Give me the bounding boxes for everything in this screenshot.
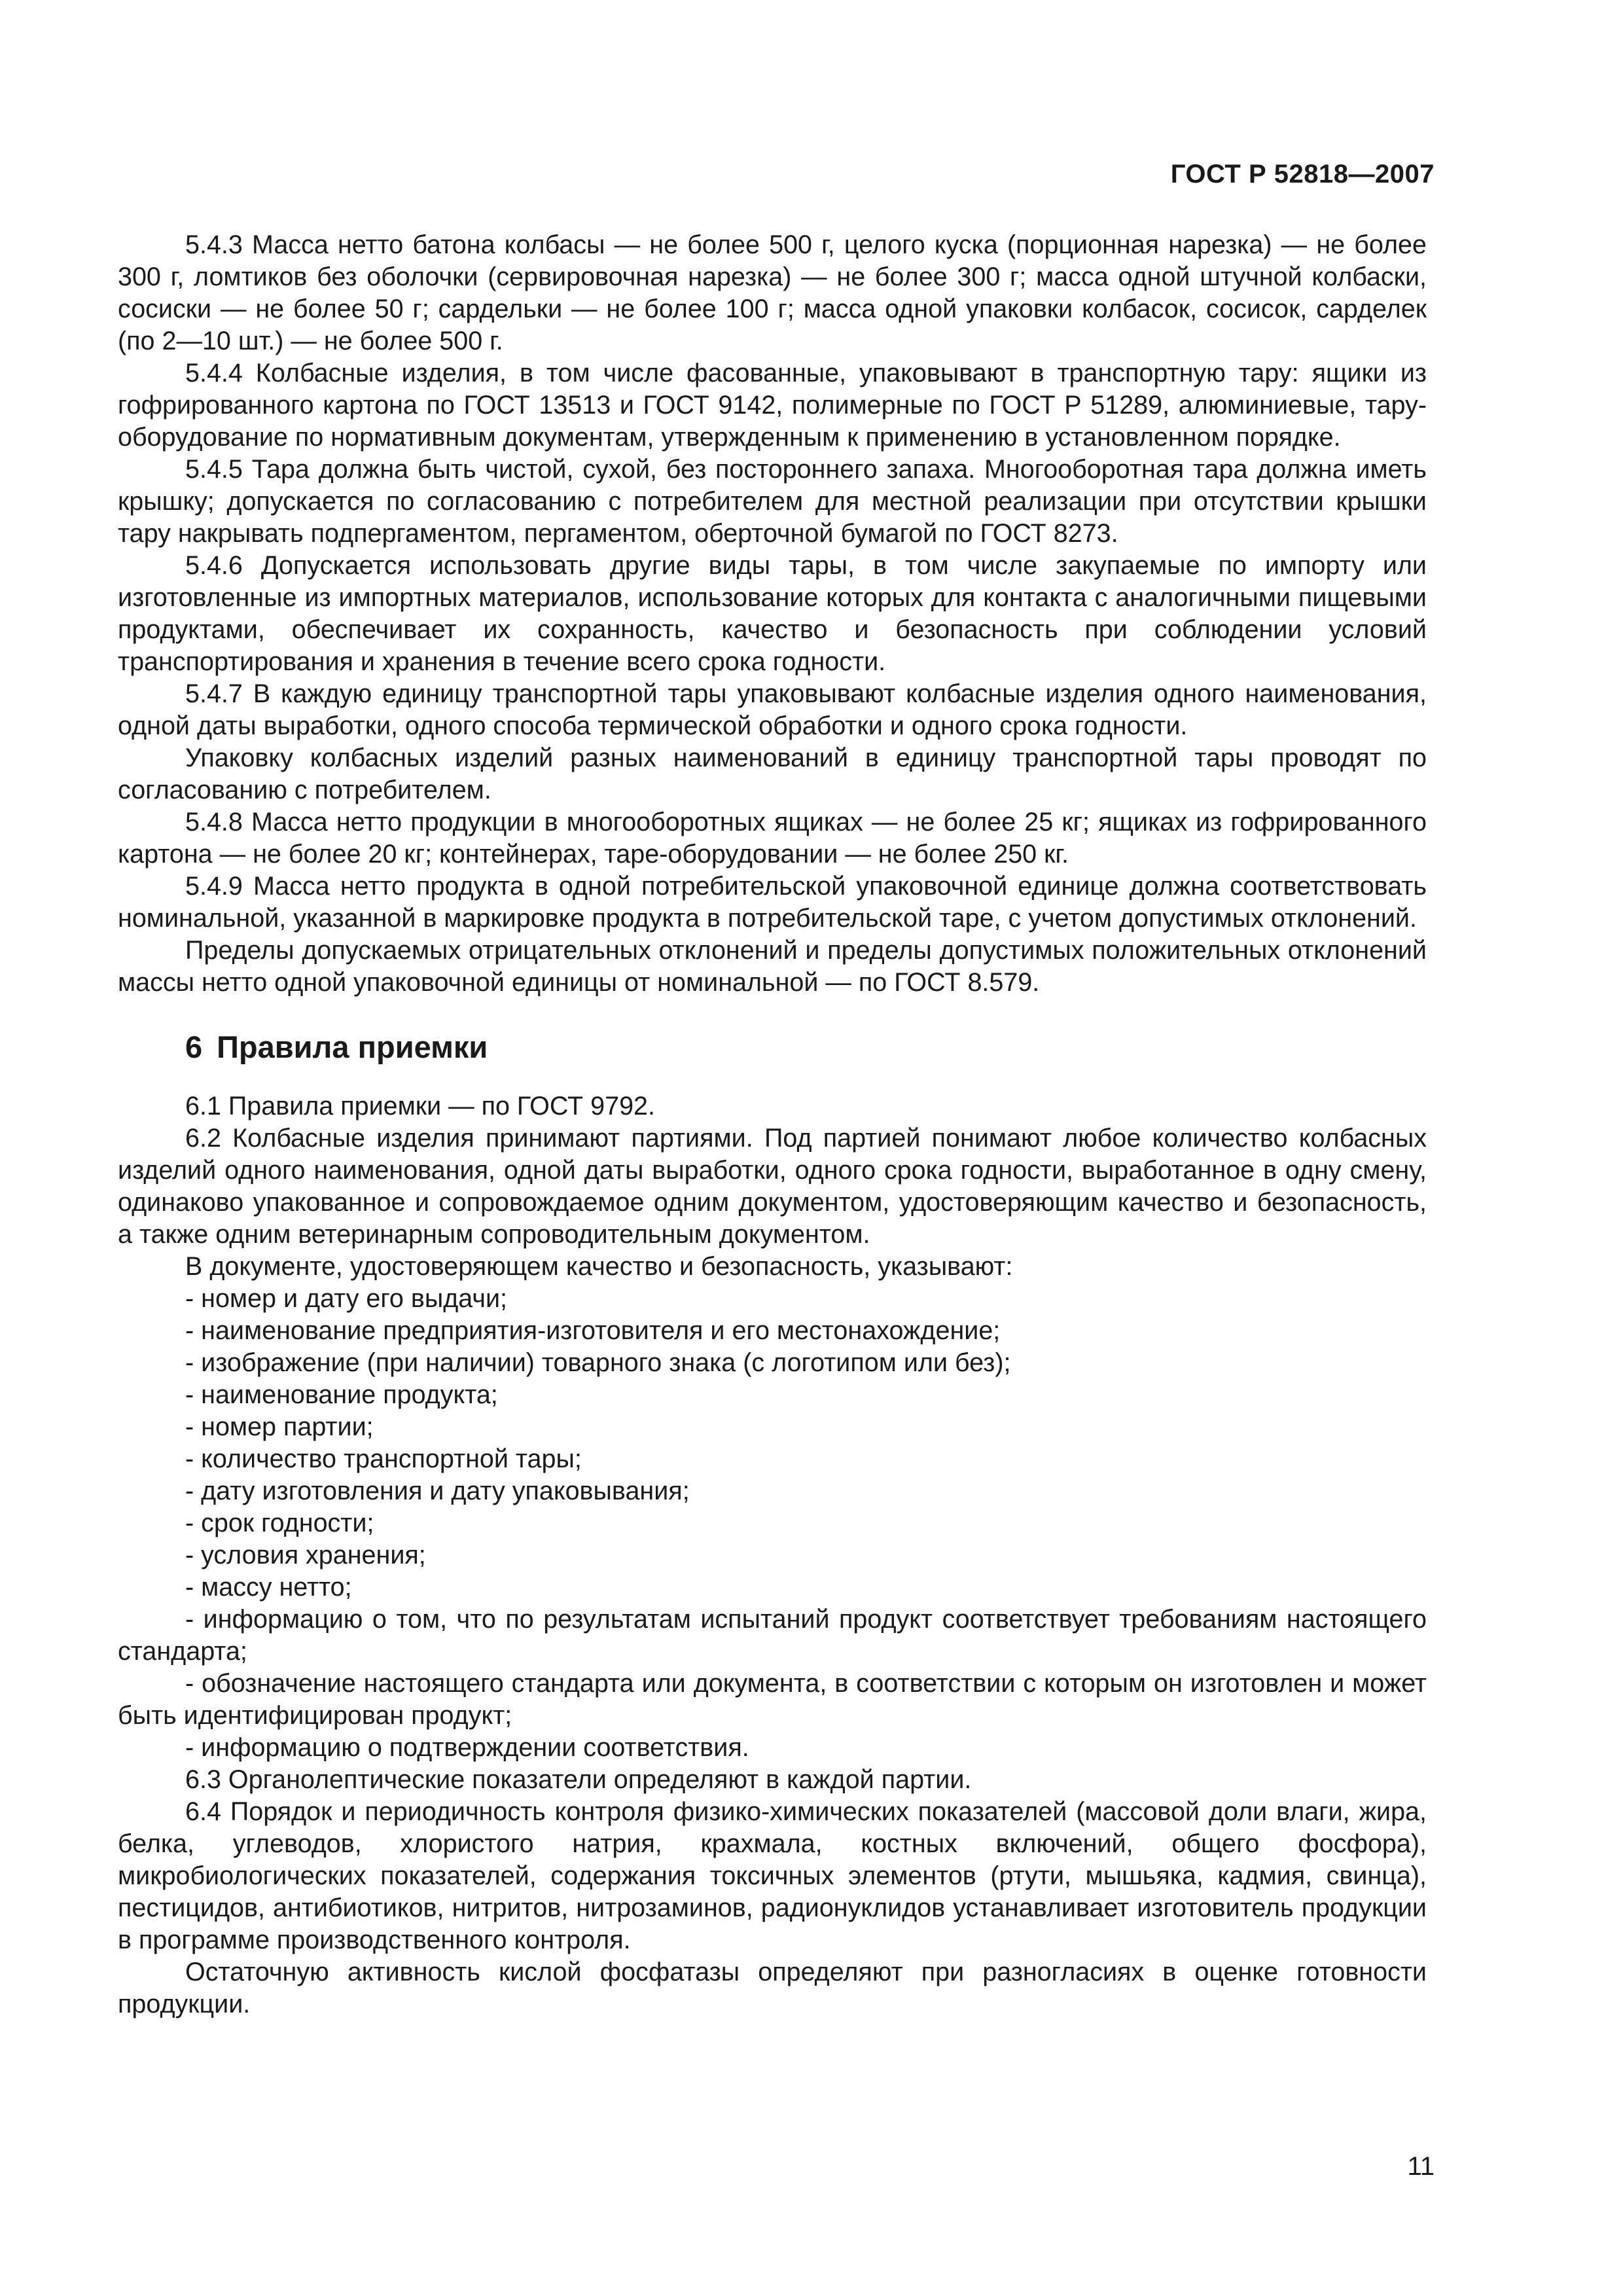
paragraph-5-4-5: 5.4.5 Тара должна быть чистой, сухой, без постороннего запаха. Многооборотная тара должна иметь крышку; допускается по согласованию с потребителем для местной реализации при отсутствии крышки тару накрывать подпергаментом, пергаментом, оберточной бумагой по ГОСТ 8273.	[118, 455, 1427, 548]
paragraph-5-4-3: 5.4.3 Масса нетто батона колбасы — не более 500 г, целого куска (порционная нарезка) — не более 300 г, ломтиков без оболочки (сервировочная нарезка) — не более 300 г; масса одной штучной колбаски, сосиски — не более 50 г; сардельки — не более 100 г; масса одной упаковки колбасок, сосисок, сарделек (по 2—10 шт.) — не более 500 г.	[118, 230, 1427, 355]
paragraph-6-2: 6.2 Колбасные изделия принимают партиями. Под партией понимают любое количество колбасных изделий одного наименования, одной даты выработки, одного срока годности, выработанное в одну смену, одинаково упакованное и сопровождаемое одним документом, удостоверяющим качество и безопасность, а также одним ветеринарным сопроводительным документом.	[118, 1124, 1427, 1249]
list-item: - наименование предприятия-изготовителя и его местонахождение;	[185, 1316, 1001, 1345]
section-number: 6	[185, 1030, 203, 1064]
list-item: - количество транспортной тары;	[185, 1444, 582, 1473]
paragraph-5-4-7-note: Упаковку колбасных изделий разных наименований в единицу транспортной тары проводят по согласованию с потребителем.	[118, 744, 1427, 804]
paragraph-6-1: 6.1 Правила приемки — по ГОСТ 9792.	[185, 1092, 655, 1121]
list-item: - информацию о подтверждении соответствия.	[185, 1733, 749, 1762]
paragraph-6-3: 6.3 Органолептические показатели определяют в каждой партии.	[185, 1765, 972, 1794]
page-body	[118, 229, 1427, 2020]
list-item: - номер партии;	[185, 1412, 374, 1441]
document-id: ГОСТ Р 52818—2007	[1170, 160, 1435, 188]
section-title-text: Правила приемки	[217, 1030, 488, 1064]
paragraph-5-4-9: 5.4.9 Масса нетто продукта в одной потребительской упаковочной единице должна соответствовать номинальной, указанной в маркировке продукта в потребительской таре, с учетом допустимых отклонений.	[118, 872, 1427, 933]
list-item: - дату изготовления и дату упаковывания;	[185, 1477, 690, 1505]
list-item: - номер и дату его выдачи;	[185, 1284, 508, 1313]
list-item: - срок годности;	[185, 1509, 374, 1537]
paragraph-5-4-6: 5.4.6 Допускается использовать другие виды тары, в том числе закупаемые по импорту или изготовленные из импортных материалов, использование которых для контакта с аналогичными пищевыми продуктами, обеспечивает их сохранность, качество и безопасность при соблюдении условий транспортирования и хранения в течение всего срока годности.	[118, 551, 1427, 676]
paragraph-5-4-8: 5.4.8 Масса нетто продукции в многооборотных ящиках — не более 25 кг; ящиках из гофрированного картона — не более 20 кг; контейнерах, таре-оборудовании — не более 250 кг.	[118, 808, 1427, 869]
section-heading	[185, 1028, 1427, 1067]
list-item: - наименование продукта;	[185, 1380, 498, 1409]
page-number: 11	[1407, 2152, 1435, 2181]
document-contents-intro: В документе, удостоверяющем качество и безопасность, указывают:	[185, 1252, 1013, 1281]
list-item: - массу нетто;	[185, 1573, 352, 1602]
list-item: - изображение (при наличии) товарного знака (с логотипом или без);	[185, 1348, 1011, 1377]
paragraph-5-4-9-note: Пределы допускаемых отрицательных отклонений и пределы допустимых положительных отклонений массы нетто одной упаковочной единицы от номинальной — по ГОСТ 8.579.	[118, 936, 1427, 997]
list-item: - информацию о том, что по результатам испытаний продукт соответствует требованиям настоящего стандарта;	[118, 1605, 1427, 1666]
paragraph-5-4-7: 5.4.7 В каждую единицу транспортной тары упаковывают колбасные изделия одного наименования, одной даты выработки, одного способа термической обработки и одного срока годности.	[118, 679, 1427, 740]
document-contents-list	[118, 1283, 1427, 1764]
paragraph-5-4-4: 5.4.4 Колбасные изделия, в том числе фасованные, упаковывают в транспортную тару: ящики из гофрированного картона по ГОСТ 13513 и ГОСТ 9142, полимерные по ГОСТ Р 51289, алюминиевые, тару-оборудование по нормативным документам, утвержденным к применению в установленном порядке.	[118, 359, 1427, 452]
list-item: - условия хранения;	[185, 1541, 426, 1570]
paragraph-6-4: 6.4 Порядок и периодичность контроля физико-химических показателей (массовой доли влаги, жира, белка, углеводов, хлористого натрия, крахмала, костных включений, общего фосфора), микробиологических показателей, содержания токсичных элементов (ртути, мышьяка, кадмия, свинца), пестицидов, антибиотиков, нитритов, нитрозаминов, радионуклидов устанавливает изготовитель продукции в программе производственного контроля.	[118, 1797, 1427, 1954]
list-item: - обозначение настоящего стандарта или документа, в соответствии с которым он изготовлен и может быть идентифицирован продукт;	[118, 1669, 1427, 1730]
paragraph-6-4-note: Остаточную активность кислой фосфатазы определяют при разногласиях в оценке готовности продукции.	[118, 1958, 1427, 2018]
